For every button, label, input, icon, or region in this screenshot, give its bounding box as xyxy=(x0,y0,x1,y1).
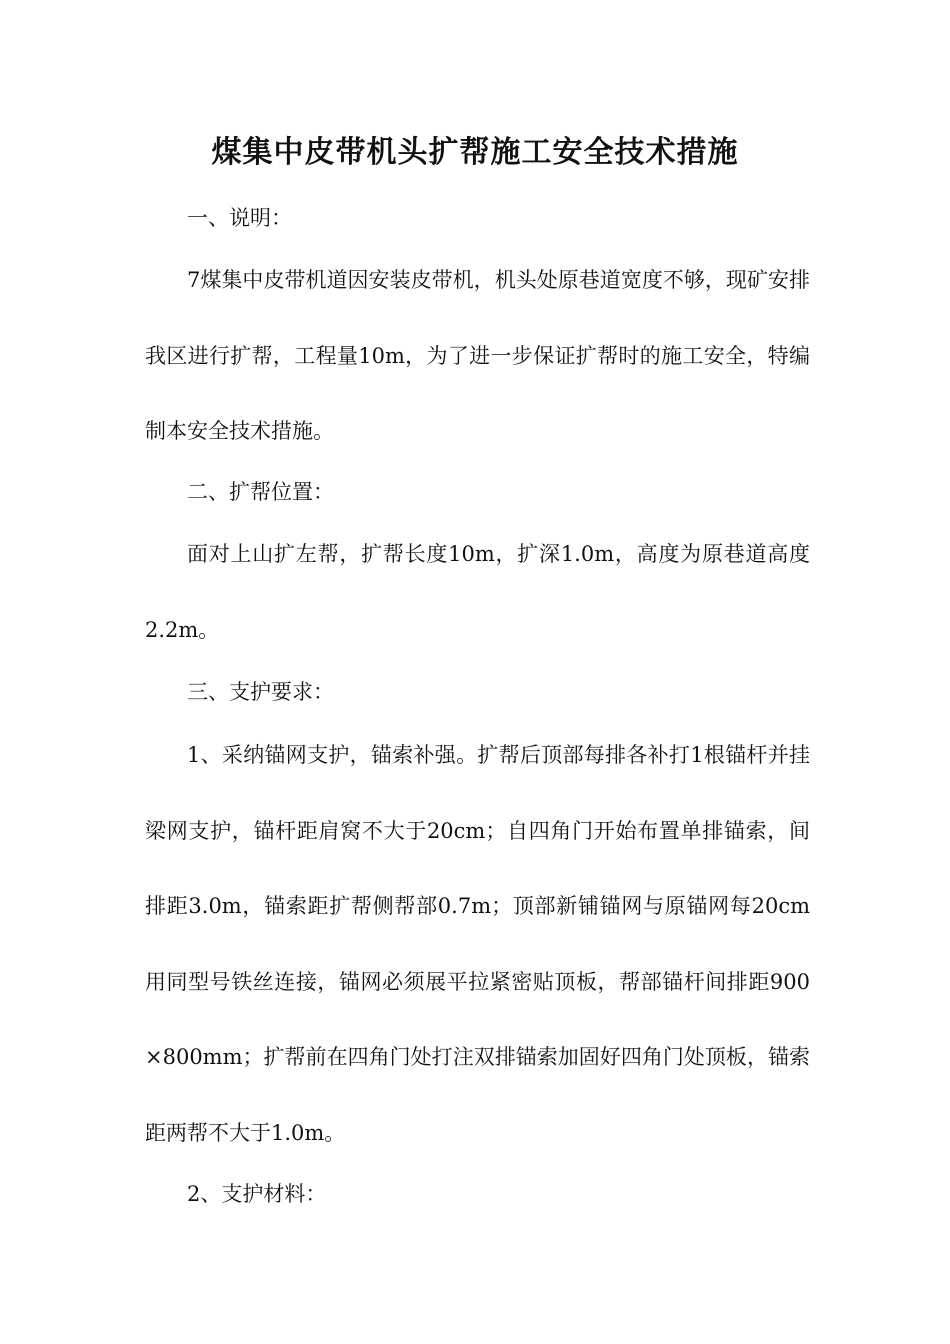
document-title: 煤集中皮带机头扩帮施工安全技术措施 xyxy=(211,135,739,170)
section-heading-support: 三、支护要求： xyxy=(187,680,334,704)
paragraph-support-materials: 2、支护材料： xyxy=(187,1182,327,1206)
section-heading-description: 一、说明： xyxy=(187,206,292,230)
paragraph-support-method: 1、采纳锚网支护，锚索补强。扩帮后顶部每排各补打1根锚杆并挂梁网支护，锚杆距肩窝不大于20cm；自四角门开始布置单排锚索，间排距3.0m，锚索距扩帮侧帮部0.7m；顶部新铺锚网与原锚网每20cm用同型号铁丝连接，锚网必须展平拉紧密贴顶板，帮部锚杆间排距900×800mm；扩帮前在四角门处打注双排锚索加固好四角门处顶板，锚索距两帮不大于1.0m。 xyxy=(145,743,810,1145)
section-heading-position: 二、扩帮位置： xyxy=(187,480,334,504)
paragraph-description: 7煤集中皮带机道因安装皮带机，机头处原巷道宽度不够，现矿安排我区进行扩帮，工程量10m，为了进一步保证扩帮时的施工安全，特编制本安全技术措施。 xyxy=(145,268,810,443)
paragraph-position: 面对上山扩左帮，扩帮长度10m，扩深1.0m，高度为原巷道高度2.2m。 xyxy=(145,542,810,642)
